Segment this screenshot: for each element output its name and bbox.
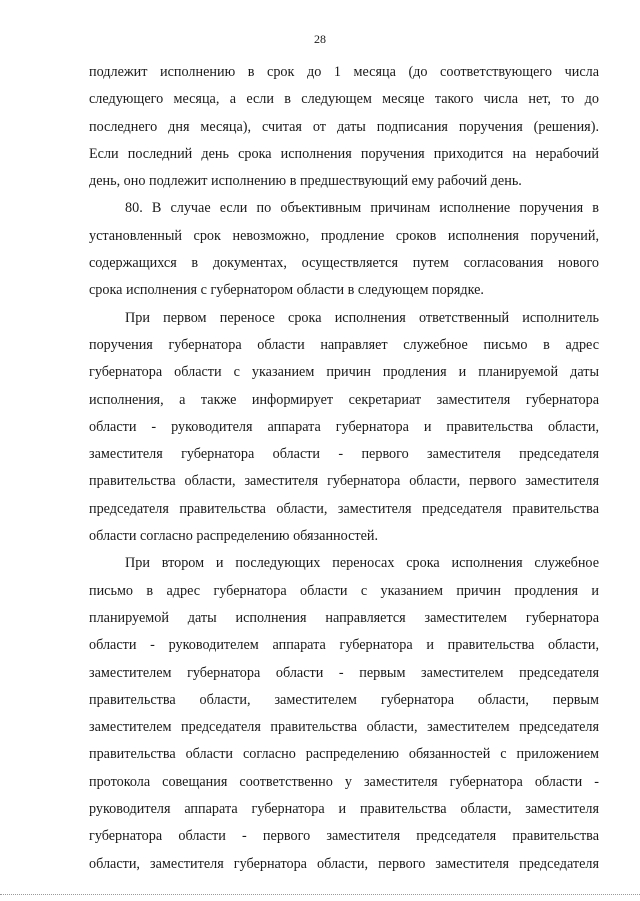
body-text [89, 59, 599, 878]
text-line: планируемой даты исполнения направляется заместителем губернатора [89, 609, 599, 626]
text-line: правительства области, заместителем губернатора области, первым [89, 691, 599, 708]
text-line: При первом переносе срока исполнения ответственный исполнитель [125, 309, 599, 326]
text-line: области, заместителя губернатора области, первого заместителя председателя [89, 855, 599, 872]
text-line: следующего месяца, а если в следующем месяце такого числа нет, то до [89, 91, 599, 108]
text-line: письмо в адрес губернатора области с указанием причин продления и [89, 582, 599, 599]
text-line: 80. В случае если по объективным причинам исполнение поручения в [125, 200, 599, 217]
text-line: срока исполнения с губернатором области в следующем порядке. [89, 282, 484, 299]
text-line: подлежит исполнению в срок до 1 месяца (до соответствующего числа [89, 64, 599, 80]
text-line: заместителем губернатора области - первым заместителем председателя [89, 664, 599, 681]
text-line: последнего дня месяца), считая от даты подписания поручения (решения). [89, 118, 599, 135]
text-line: правительства области согласно распределению обязанностей с приложением [89, 746, 599, 763]
text-line: губернатора области - первого заместителя председателя правительства [89, 828, 599, 845]
text-line: руководителя аппарата губернатора и правительства области, заместителя [89, 801, 599, 818]
text-line: области - руководителя аппарата губернатора и правительства области, [89, 418, 599, 435]
text-line: заместителя губернатора области - первого заместителя председателя [89, 446, 599, 463]
text-line: области - руководителем аппарата губернатора и правительства области, [89, 637, 599, 654]
text-line: правительства области, заместителя губернатора области, первого заместителя [89, 473, 599, 490]
text-line: день, оно подлежит исполнению в предшествующий ему рабочий день. [89, 173, 522, 190]
text-line: поручения губернатора области направляет служебное письмо в адрес [89, 336, 599, 353]
text-line: При втором и последующих переносах срока исполнения служебное [125, 555, 599, 572]
text-line: заместителем председателя правительства области, заместителем председателя [89, 719, 599, 736]
text-line: протокола совещания соответственно у заместителя губернатора области - [89, 773, 599, 790]
text-line: области согласно распределению обязанностей. [89, 528, 379, 545]
page-number: 28 [314, 32, 326, 46]
text-line: содержащихся в документах, осуществляется путем согласования нового [89, 255, 599, 272]
bottom-rule [0, 894, 640, 895]
text-line: установленный срок невозможно, продление сроков исполнения поручений, [89, 227, 599, 244]
text-line: Если последний день срока исполнения поручения приходится на нерабочий [89, 145, 599, 162]
text-line: губернатора области с указанием причин продления и планируемой даты [89, 364, 599, 381]
text-line: исполнения, а также информирует секретариат заместителя губернатора [89, 391, 599, 408]
text-line: председателя правительства области, заместителя председателя правительства [89, 500, 599, 517]
